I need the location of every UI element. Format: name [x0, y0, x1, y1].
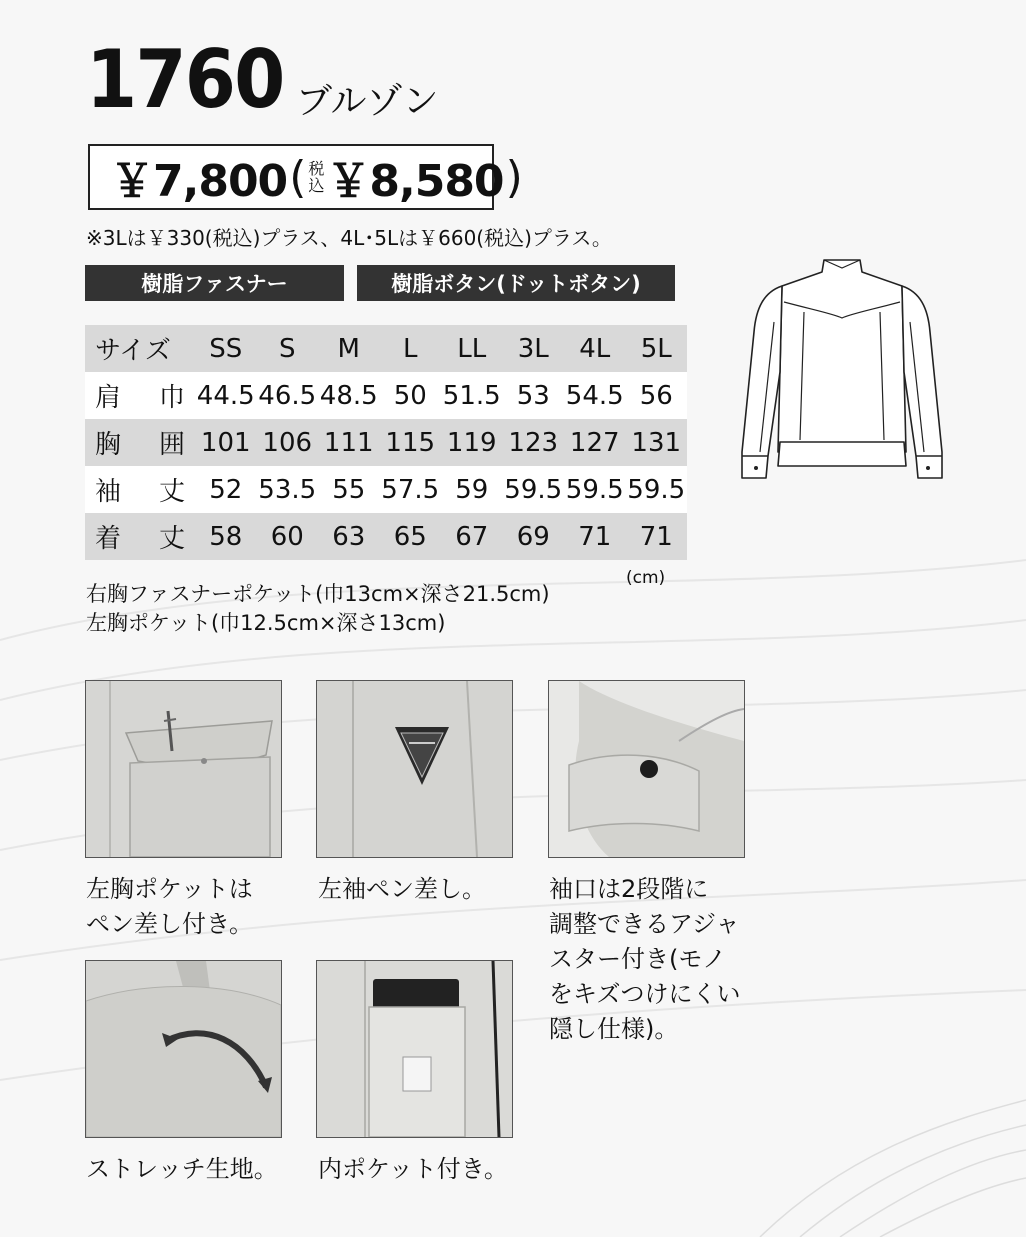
table-cell: 57.5	[380, 466, 442, 513]
table-cell: 59.5	[626, 466, 688, 513]
size-table	[85, 325, 687, 560]
size-ss: SS	[195, 325, 257, 372]
table-cell: 115	[380, 419, 442, 466]
table-cell: 67	[441, 513, 503, 560]
table-cell: 60	[257, 513, 319, 560]
photo-inner-pocket	[316, 960, 513, 1138]
table-row-chest	[85, 419, 687, 466]
table-cell: 55	[318, 466, 380, 513]
caption-chest-pocket	[86, 872, 286, 942]
caption-line: ペン差し付き。	[86, 910, 254, 938]
caption-stretch	[86, 1152, 306, 1187]
base-price: ￥7,800	[110, 156, 288, 207]
pocket-note-left: 左胸ポケット(巾12.5cm×深さ13cm)	[86, 611, 446, 635]
cuff-button-left	[754, 466, 758, 470]
table-cell: 59.5	[503, 466, 565, 513]
table-cell: 48.5	[318, 372, 380, 419]
table-row-shoulder	[85, 372, 687, 419]
table-cell: 59.5	[564, 466, 626, 513]
table-cell: 69	[503, 513, 565, 560]
table-cell: 50	[380, 372, 442, 419]
price-box	[88, 144, 523, 210]
caption-cuff-adjuster	[549, 872, 749, 1047]
caption-line: 左胸ポケットは	[86, 875, 253, 903]
paren-close: )	[505, 151, 523, 203]
cuff-button-right	[926, 466, 930, 470]
jacket-back-sketch	[734, 252, 950, 500]
table-cell: 51.5	[441, 372, 503, 419]
caption-line: をキズつけにくい	[549, 980, 741, 1008]
tax-label-char-1: 税	[308, 159, 325, 178]
table-cell: 46.5	[257, 372, 319, 419]
table-cell: 111	[318, 419, 380, 466]
unit-label: (cm)	[626, 568, 666, 588]
size-3l: 3L	[503, 325, 565, 372]
table-cell: 127	[564, 419, 626, 466]
table-cell: 71	[564, 513, 626, 560]
table-cell: 119	[441, 419, 503, 466]
caption-line: 調整できるアジャ	[549, 910, 740, 938]
row-label-sleeve: 袖 丈	[85, 466, 195, 513]
table-cell: 52	[195, 466, 257, 513]
caption-line: 左袖ペン差し。	[318, 875, 486, 903]
caption-line: 内ポケット付き。	[318, 1155, 508, 1183]
table-cell: 59	[441, 466, 503, 513]
row-label-shoulder: 肩 巾	[85, 372, 195, 419]
caption-line: スター付き(モノ	[549, 945, 727, 973]
table-cell: 131	[626, 419, 688, 466]
table-cell: 56	[626, 372, 688, 419]
table-cell: 44.5	[195, 372, 257, 419]
caption-line: 隠し仕様)。	[549, 1015, 679, 1043]
row-label-chest: 胸 囲	[85, 419, 195, 466]
caption-inner-pocket	[318, 1152, 538, 1187]
model-number: 1760	[86, 33, 284, 126]
size-header-label: サイズ	[85, 325, 195, 372]
price-surcharge-note: ※3Lは￥330(税込)プラス、4L･5Lは￥660(税込)プラス。	[86, 226, 612, 250]
table-cell: 63	[318, 513, 380, 560]
table-cell: 101	[195, 419, 257, 466]
caption-sleeve-pen	[318, 872, 518, 907]
table-cell: 53.5	[257, 466, 319, 513]
size-4l: 4L	[564, 325, 626, 372]
spec-badge-fastener: 樹脂ファスナー	[85, 265, 344, 301]
size-m: M	[318, 325, 380, 372]
table-cell: 54.5	[564, 372, 626, 419]
caption-line: 袖口は2段階に	[549, 875, 709, 903]
spec-badge-button: 樹脂ボタン(ドットボタン)	[357, 265, 675, 301]
table-cell: 58	[195, 513, 257, 560]
photo-cuff-adjuster	[548, 680, 745, 858]
size-ll: LL	[441, 325, 503, 372]
photo-stretch-fabric	[85, 960, 282, 1138]
size-l: L	[380, 325, 442, 372]
table-cell: 106	[257, 419, 319, 466]
size-header-row	[85, 325, 687, 372]
size-5l: 5L	[626, 325, 688, 372]
caption-line: ストレッチ生地。	[86, 1155, 278, 1183]
table-row-length	[85, 513, 687, 560]
tax-label-char-2: 込	[308, 176, 325, 195]
pocket-note-right: 右胸ファスナーポケット(巾13cm×深さ21.5cm)	[86, 582, 550, 606]
table-cell: 53	[503, 372, 565, 419]
table-cell: 71	[626, 513, 688, 560]
tax-included-price: ￥8,580	[326, 156, 504, 207]
paren-open: (	[289, 151, 307, 203]
tax-included-label	[308, 160, 324, 194]
table-cell: 123	[503, 419, 565, 466]
photo-chest-pocket	[85, 680, 282, 858]
table-row-sleeve	[85, 466, 687, 513]
table-cell: 65	[380, 513, 442, 560]
product-name: ブルゾン	[296, 81, 439, 122]
size-s: S	[257, 325, 319, 372]
photo-sleeve-pen-holder	[316, 680, 513, 858]
row-label-length: 着 丈	[85, 513, 195, 560]
